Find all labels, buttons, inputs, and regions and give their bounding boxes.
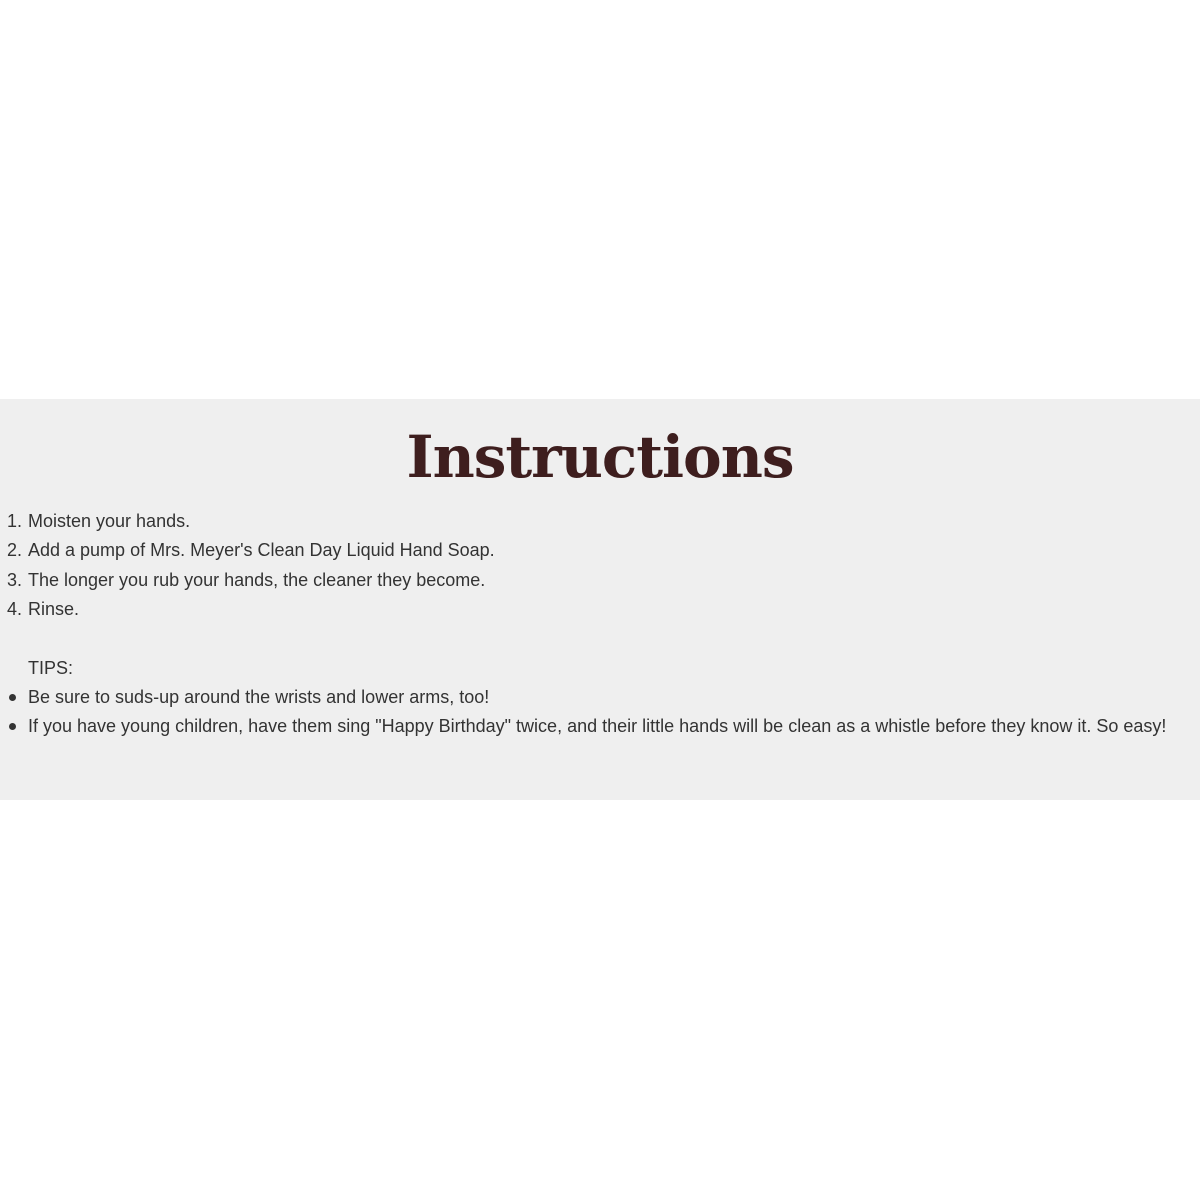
step-text: Rinse. xyxy=(28,598,80,619)
step-text: Add a pump of Mrs. Meyer's Clean Day Liquid Hand Soap. xyxy=(28,540,495,561)
instructions-steps-list xyxy=(0,507,1200,624)
instructions-heading: Instructions xyxy=(406,423,794,491)
tip-item xyxy=(28,683,1194,712)
step-number: 4. xyxy=(7,598,23,619)
step-item xyxy=(7,566,1200,595)
tip-item xyxy=(28,712,1194,741)
step-number: 2. xyxy=(7,540,23,561)
step-text: The longer you rub your hands, the cleaner they become. xyxy=(28,569,486,590)
step-item xyxy=(7,595,1200,624)
bullet-icon xyxy=(9,694,16,701)
instructions-panel xyxy=(0,399,1200,800)
step-item xyxy=(7,536,1200,565)
tip-text: Be sure to suds-up around the wrists and lower arms, too! xyxy=(28,687,490,707)
step-number: 3. xyxy=(7,569,23,590)
step-item xyxy=(7,507,1200,536)
tips-label: TIPS: xyxy=(28,658,74,678)
step-text: Moisten your hands. xyxy=(28,511,191,531)
bullet-icon xyxy=(9,723,16,730)
tip-text: If you have young children, have them sing "Happy Birthday" twice, and their little hands will be clean as a whistle before they know it. So easy! xyxy=(28,716,1167,737)
step-number: 1. xyxy=(7,511,23,531)
tips-list xyxy=(0,683,1194,742)
